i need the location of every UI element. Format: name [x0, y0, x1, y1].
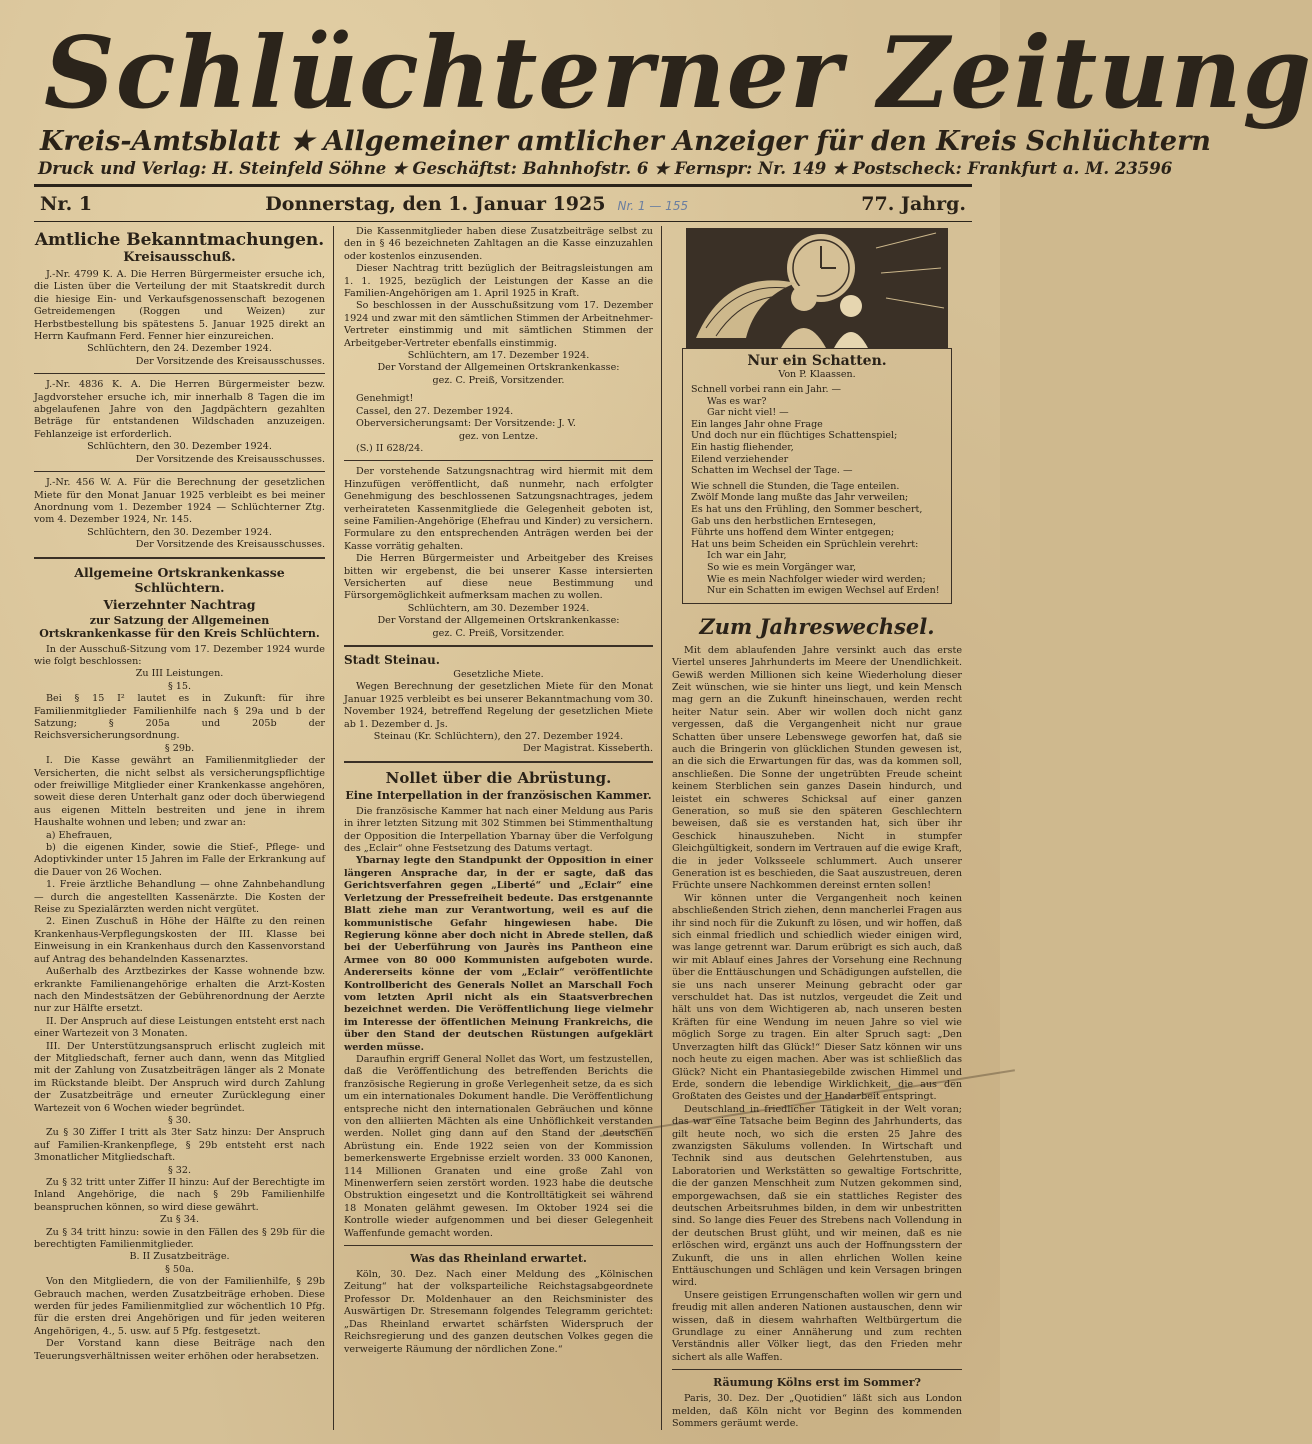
approval-line: (S.) II 628/24. — [356, 442, 424, 454]
poem-title: Nur ein Schatten. — [747, 353, 887, 369]
masthead-title: Schlüchterner Zeitung — [44, 16, 1312, 131]
notice-2: J.-Nr. 4836 K. A. Die Herren Bürgermeister bezw. Jagdvorsteher ersuche ich, mir innerhalb 8 Tagen die im abgelaufenen Jahre von den Jagdpächtern gezahlten Beträge für entstandenen Wildschaden anzuzeigen. Fehlanzeige ist erforderlich. — [34, 379, 325, 440]
notice-3-place: Schlüchtern, den 30. Dezember 1924. — [87, 526, 272, 538]
poem-line: Nur ein Schatten im ewigen Wechsel auf Erden! — [707, 585, 940, 597]
notice-3: J.-Nr. 456 W. A. Für die Berechnung der gesetzlichen Miete für den Monat Januar 1925 verbleibt es bei meiner Anordnung vom 1. Dezember 1924 — Schlüchterner Ztg. vom 4. Dezember 1924, Nr. 145. — [34, 477, 325, 526]
nollet-paragraph: Die französische Kammer hat nach einer Meldung aus Paris in ihrer letzten Sitzung mit 302 Stimmen bei Stimmenthaltung der Opposition die Interpellation Ybarnay über die Verfolgung des „Eclair“ ohne Festsetzung des Datums vertagt. — [344, 805, 653, 855]
steinau-sign: Der Magistrat. Kisseberth. — [522, 743, 653, 755]
signature-line: Der Vorstand der Allgemeinen Ortskrankenkasse: — [377, 615, 620, 627]
poem-line: Gab uns den herbstlichen Erntesegen, — [691, 515, 877, 527]
body-paragraph: Zu § 34 tritt hinzu: sowie in den Fällen des § 29b für die berechtigten Familienmitglieder. — [34, 1226, 325, 1251]
body-paragraph: Zu § 30 Ziffer I tritt als 3ter Satz hinzu: Der Anspruch auf Familien-Krankenpflege, § 29b entsteht erst nach 3monatlicher Mitgliedschaft. — [34, 1127, 325, 1164]
article-title: Zum Jahreswechsel. — [699, 613, 935, 639]
masthead-publisher: Druck und Verlag: H. Steinfeld Söhne ★ Geschäftst: Bahnhofstr. 6 ★ Fernspr: Nr. 149 ★ Postscheck: Frankfurt a. M. 23596 — [38, 159, 1173, 178]
column-2 — [344, 226, 662, 1430]
poem-line: Gar nicht viel! — — [707, 407, 789, 419]
approval-line: Cassel, den 27. Dezember 1924. — [356, 405, 514, 417]
signature-line: Schlüchtern, am 30. Dezember 1924. — [407, 602, 590, 614]
body-paragraph: I. Die Kasse gewährt an Familienmitglieder der Versicherten, die nicht selbst als versicherungspflichtige oder freiwillige Mitglieder einer Krankenkasse angehören, soweit diese deren Unterhalt ganz oder doch überwiegend aus eigenen Mitteln bestreiten und jene in ihrem Haushalte wohnen und leben; und zwar an: — [34, 755, 325, 829]
approval-line: Genehmigt! — [356, 393, 414, 405]
article-paragraph: Unsere geistigen Errungenschaften wollen wir gern und freudig mit allen anderen Nationen austauschen, denn wir wissen, daß in diesem wahrhaften Weltbürgertum die Grundlage zu einer Annäherung und zum rechten Verständnis aller Völker liegt, das den Frieden mehr sichert als alle Waffen. — [672, 1289, 962, 1363]
notice-1-signer: Der Vorsitzende des Kreisausschusses. — [135, 355, 325, 367]
body-paragraph: In der Ausschuß-Sitzung vom 17. Dezember 1924 wurde wie folgt beschlossen: — [34, 643, 325, 667]
nachtrag-subtitle: zur Satzung der Allgemeinen Ortskrankenkasse für den Kreis Schlüchtern. — [39, 613, 320, 640]
steinau-subtitle: Gesetzliche Miete. — [453, 669, 544, 680]
signature-line: gez. C. Preiß, Vorsitzender. — [432, 374, 565, 386]
issue-year: 77. Jahrg. — [861, 193, 966, 215]
body-heading: § 32. — [167, 1164, 192, 1176]
body-paragraph: Zu § 32 tritt unter Ziffer II hinzu: Auf der Berechtigte im Inland Angehörige, die nach § 29b Familienhilfe beanspruchen können, so wird diese gewährt. — [34, 1177, 325, 1213]
poem-line: Ein langes Jahr ohne Frage — [691, 418, 823, 430]
ok-title: Allgemeine Ortskrankenkasse Schlüchtern. — [74, 564, 285, 595]
new-year-illustration — [686, 228, 948, 348]
poem-line: Was es war? — [707, 395, 767, 407]
poem-line: Ein hastig fliehender, — [691, 441, 794, 453]
poem-line: Es hat uns den Frühling, den Sommer beschert, — [691, 503, 923, 515]
signature-line: gez. C. Preiß, Vorsitzender. — [432, 627, 565, 639]
poem-line: Wie es mein Nachfolger wieder wird werden; — [707, 573, 926, 585]
poem-line: Schatten im Wechsel der Tage. — — [691, 465, 853, 477]
body-paragraph: Bei § 15 I² lautet es in Zukunft: für ihre Familienmitglieder Familienhilfe nach § 29a und b der Satzung; § 205a und 205b der Reichsversicherungsordnung. — [34, 693, 325, 742]
column-3 — [672, 226, 962, 1430]
body-paragraph: III. Der Unterstützungsanspruch erlischt zugleich mit der Mitgliedschaft, ferner auch dann, wenn das Mitglied mit der Zahlung von Zusatzbeiträgen länger als 2 Monate im Rückstande bleibt. Der Anspruch wird durch Zahlung der Zusatzbeiträge und erneuter Zurücklegung einer Wartezeit von 6 Wochen wieder begründet. — [34, 1040, 325, 1114]
article-paragraph: Deutschland in friedlicher Tätigkeit in der Welt voran; das war eine Tatsache beim Beginn des Jahrhunderts, das gilt heute noch, wo sich die ersten 25 Jahre des zwanzigsten Säkulums vollenden. In Wirtschaft und Technik sind aus deutschen Gelehrtenstuben, aus Laboratorien und Werkstätten so gewaltige Fortschritte, die der ganzen Menschheit zum Nutzen gekommen sind, emporgewachsen, daß sie ein stattliches Register des deutschen Arbeitsruhmes bilden, in dem wir unbestritten sind. So lange dies Feuer des Strebens nach Vollendung in der deutschen Brust glüht, und wir meinen, daß es nie erlöschen wird, ergänzt uns auch der Hoffnungsstern der Zukunft, die uns in allen ehrlichen Wollen keine Enttäuschungen und Schlägen und kein Versagen bringen wird. — [672, 1103, 962, 1289]
rheinland-title: Was das Rheinland erwartet. — [410, 1252, 587, 1266]
signature-line: Schlüchtern, am 17. Dezember 1924. — [407, 350, 590, 362]
body-heading: Zu III Leistungen. — [135, 668, 224, 680]
poem-line: Wie schnell die Stunden, die Tage enteilen. — [691, 480, 900, 492]
notice-2-place: Schlüchtern, den 30. Dezember 1924. — [87, 441, 272, 453]
steinau-sign: Steinau (Kr. Schlüchtern), den 27. Dezember 1924. — [373, 731, 624, 743]
divider — [34, 373, 325, 374]
divider — [34, 471, 325, 472]
nachtrag-title: Vierzehnter Nachtrag — [103, 596, 256, 612]
body-item: 2. Einen Zuschuß in Höhe der Hälfte zu den reinen Krankenhaus-Verpflegungskosten der III. Klasse bei Einweisung in ein Krankenhaus durch den Kassenvorstand auf Antrag des behandelnden Kassenarztes. — [34, 916, 325, 965]
rheinland-text: Köln, 30. Dez. Nach einer Meldung des „Kölnischen Zeitung“ hat der volksparteiliche Reichstagsabgeordnete Professor Dr. Moldenhauer an den Reichsminister des Auswärtigen Dr. Stresemann folgendes Telegramm gerichtet: „Das Rheinland erwartet schärfsten Widerspruch der Reichsregierung und des ganzen deutschen Volkes gegen die verweigerte Räumung der nördlichen Zone.“ — [344, 1269, 653, 1355]
columns — [34, 226, 972, 1430]
handwritten-note: Nr. 1 — 155 — [617, 199, 689, 213]
koeln-title: Räumung Kölns erst im Sommer? — [713, 1376, 921, 1390]
body-paragraph: II. Der Anspruch auf diese Leistungen entsteht erst nach einer Wartezeit von 3 Monaten. — [34, 1015, 325, 1040]
body-heading: Zu § 34. — [160, 1214, 199, 1226]
body-paragraph: Außerhalb des Arztbezirkes der Kasse wohnende bzw. erkrankte Familienangehörige erhalten die Arzt-Kosten nach den Mindestsätzen der Gebührenordnung der Aerzte nur zur Hälfte ersetzt. — [34, 966, 325, 1015]
steinau-title: Stadt Steinau. — [344, 653, 440, 667]
divider — [344, 761, 653, 763]
koeln-text: Paris, 30. Dez. Der „Quotidien“ läßt sich aus London melden, daß Köln nicht vor Beginn des kommenden Sommers geräumt werde. — [672, 1393, 962, 1430]
paragraph: Der vorstehende Satzungsnachtrag wird hiermit mit dem Hinzufügen veröffentlicht, daß nunmehr, nach erfolgter Genehmigung des beschlossenen Satzungsnachtrages, jedem verheirateten Kassenmitgliede die Gelegenheit geboten ist, seine Familien-Angehörige (Ehefrau und Kinder) zu versichern. Formulare zu den entsprechenden Anträgen werden bei der Kasse vorrätig gehalten. — [344, 466, 653, 552]
paragraph: Die Herren Bürgermeister und Arbeitgeber des Kreises bitten wir ergebenst, die bei unserer Kasse intersierten Versicherten auf diese neue Bestimmung und Fürsorgemöglichkeit aufmerksam machen zu wollen. — [344, 553, 653, 602]
body-item: 1. Freie ärztliche Behandlung — ohne Zahnbehandlung — durch die angestellten Kassenärzte. Die Kosten der Reise zu Spezialärzten werden nicht vergütet. — [34, 879, 325, 916]
body-paragraph: Von den Mitgliedern, die von der Familienhilfe, § 29b Gebrauch machen, werden Zusatzbeiträge erhoben. Diese werden für jedes Familienmitglied zur wöchentlich 10 Pfg. für die ersten drei Angehörigen und für jeden weiteren Angehörigen, 4., 5. usw. auf 5 Pfg. festgesetzt. — [34, 1276, 325, 1337]
poem-author: Von P. Klaassen. — [778, 369, 856, 380]
divider — [34, 557, 325, 559]
masthead-subtitle: Kreis-Amtsblatt ★ Allgemeiner amtlicher Anzeiger für den Kreis Schlüchtern — [40, 126, 1211, 157]
paragraph: So beschlossen in der Ausschußsitzung vom 17. Dezember 1924 und zwar mit den sämtlichen Stimmen der Arbeitnehmer-Vertreter einstimmig und mit sämtlichen Stimmen der Arbeitgeber-Vertreter ebenfalls einstimmig. — [344, 300, 653, 349]
poem-line: So wie es mein Vorgänger war, — [707, 561, 857, 573]
nollet-paragraph: Daraufhin ergriff General Nollet das Wort, um festzustellen, daß die Veröffentlichung des betreffenden Berichts die französische Regierung in große Verlegenheit setze, da es sich um ein internationales Dokument handle. Die Veröffentlichung entspreche nicht den internationalen Gebräuchen und könne von den alliierten Mächten als eine Unhöflichkeit verstanden werden. Nollet ging dann auf den Stand der deutschen Abrüstung ein. Ende 1922 seien von der Kommission bemerkenswerte Ergebnisse erzielt worden. 33 000 Kanonen, 114 Millionen Granaten und eine große Zahl von Minenwerfern seien zerstört worden. 1923 habe die deutsche Obstruktion eingesetzt und die Kontrolltätigkeit sei während 18 Monaten gelähmt gewesen. Im Oktober 1924 sei die Kontrolle wieder aufgenommen und bei dieser Gelegenheit Waffenfunde gemacht worden. — [344, 1053, 653, 1239]
poem-box — [682, 348, 952, 604]
issue-number: Nr. 1 — [40, 193, 93, 215]
nollet-title: Nollet über die Abrüstung. — [385, 768, 612, 787]
body-item: b) die eigenen Kinder, sowie die Stief-, Pflege- und Adoptivkinder unter 15 Jahren im Falle der Erkrankung auf die Dauer von 26 Wochen. — [34, 842, 325, 878]
nollet-subtitle: Eine Interpellation in der französischen Kammer. — [345, 788, 652, 802]
steinau-text: Wegen Berechnung der gesetzlichen Miete für den Monat Januar 1925 verbleibt es bei unserer Bekanntmachung vom 30. November 1924, betreffend Regelung der gesetzlichen Miete ab 1. Dezember d. Js. — [344, 681, 653, 730]
section-subtitle: Kreisausschuß. — [123, 250, 236, 265]
notice-3-signer: Der Vorsitzende des Kreisausschusses. — [135, 539, 325, 551]
body-heading: § 29b. — [164, 742, 195, 754]
divider — [344, 460, 653, 461]
divider — [672, 1369, 962, 1370]
nollet-paragraph: Ybarnay legte den Standpunkt der Opposition in einer längeren Ansprache dar, in der er sagte, daß das Gerichtsverfahren gegen „Liberté“ und „Eclair“ eine Verletzung der Pressefreiheit bedeute. Das erstgenannte Blatt ziehe man zur Verantwortung, weil es auf die kommunistische Gefahr hingewiesen habe. Die Regierung könne aber doch nicht in Abrede stellen, daß bei der Ueberführung von Jaurès ins Pantheon eine Armee von 80 000 Kommunisten aufgeboten wurde. Andererseits könne der vom „Eclair“ veröffentlichte Kontrollbericht des Generals Nollet an Marschall Foch vom letzten April nicht als ein Staatsverbrechen bezeichnet werden. Die Veröffentlichung liege vielmehr im Interesse der öffentlichen Meinung Frankreichs, die über den Stand der deutschen Rüstungen aufgeklärt werden müsse. — [344, 855, 653, 1053]
approval-line: gez. von Lentze. — [458, 430, 539, 442]
poem-line: Schnell vorbei rann ein Jahr. — — [691, 384, 842, 395]
paragraph: Dieser Nachtrag tritt bezüglich der Beitragsleistungen am 1. 1. 1925, bezüglich der Leistungen der Kasse an die Familien-Angehörigen am 1. April 1925 in Kraft. — [344, 263, 653, 300]
body-item: a) Ehefrauen, — [46, 829, 113, 841]
poem-line: Zwölf Monde lang mußte das Jahr verweilen; — [691, 492, 909, 504]
poem-line: Führte uns hoffend dem Winter entgegen; — [691, 527, 895, 539]
body-heading: B. II Zusatzbeiträge. — [129, 1251, 230, 1263]
article-paragraph: Mit dem ablaufenden Jahre versinkt auch das erste Viertel unseres Jahrhunderts im Meere der Unendlichkeit. Gewiß werden Millionen sich keine Wiederholung dieser Zeit wünschen, wie sie hinter uns liegt, und kein Mensch mag gern an die Zukunft hineinschauen, werden recht heiter Natur sein. Aber wir wollen doch nicht ganz vergessen, daß die Vergangenheit nicht nur graue Schatten über unsere Lebenswege geworfen hat, daß sie auch die Bringerin von glücklichen Stunden gewesen ist, an die sich die Erwartungen für das, was da kommen soll, anschließen. Die Sonne der ungetrübten Freude scheint keinem Sterblichen sein ganzes Dasein hindurch, und leistet ein schweres Schicksal auf einer ganzen Generation, so muß sie den späteren Geschlechtern beweisen, daß sie es verstanden hat, sich über ihr Geschick hinauszuheben. Nicht in stumpfer Gleichgültigkeit, sondern im Vertrauen auf die ewige Kraft, die in jeder Volksseele schlummert. Auch unserer Generation ist es beschieden, die Saat auszustreuen, deren Früchte unsere Nachkommen dereinst ernten sollen! — [672, 644, 962, 892]
signature-line: Der Vorstand der Allgemeinen Ortskrankenkasse: — [377, 362, 620, 374]
notice-2-signer: Der Vorsitzende des Kreisausschusses. — [135, 453, 325, 465]
notice-1: J.-Nr. 4799 K. A. Die Herren Bürgermeister ersuche ich, die Listen über die Verteilung der mit Staatskredit durch die hiesige Ein- und Verkaufsgenossenschaft bezogenen Getreidemengen (Roggen und Weizen) zur Herbstbestellung bis spätestens 5. Januar 1925 direkt an Herrn Kaufmann Ferd. Fenner hier einzureichen. — [34, 269, 325, 343]
issue-date: Donnerstag, den 1. Januar 1925 Nr. 1 — 155 — [265, 193, 689, 215]
poem-line: Ich war ein Jahr, — [707, 550, 787, 562]
body-paragraph: Der Vorstand kann diese Beiträge nach den Teuerungsverhältnissen weiter erhöhen oder herabsetzen. — [34, 1338, 325, 1362]
dateline-rule — [34, 221, 972, 222]
body-heading: § 30. — [167, 1114, 192, 1126]
section-title: Amtliche Bekanntmachungen. — [34, 230, 325, 250]
notice-1-place: Schlüchtern, den 24. Dezember 1924. — [87, 343, 272, 355]
divider — [344, 1245, 653, 1246]
approval-line: Oberversicherungsamt: Der Vorsitzende: J. V. — [356, 418, 576, 430]
poem-line: Hat uns beim Scheiden ein Sprüchlein verehrt: — [691, 538, 919, 550]
paragraph: Die Kassenmitglieder haben diese Zusatzbeiträge selbst zu den in § 46 bezeichneten Zahltagen an die Kasse einzuzahlen oder kostenlos einzusenden. — [344, 226, 653, 262]
body-heading: § 50a. — [165, 1263, 194, 1275]
body-heading: § 15. — [167, 680, 192, 692]
column-1 — [34, 226, 334, 1430]
divider — [344, 645, 653, 647]
poem-line: Eilend verziehender — [691, 453, 789, 465]
dateline — [34, 187, 972, 219]
poem-line: Und doch nur ein flüchtiges Schattenspiel; — [691, 430, 898, 442]
article-paragraph: Wir können unter die Vergangenheit noch keinen abschließenden Strich ziehen, denn mancherlei Fragen aus ihr sind noch für die Zukunft zu lösen, und wir hoffen, daß sich einmal friedlich und schiedlich wieder einigen wird, was lange getrennt war. Darum erübrigt es sich auch, daß wir mit Ablauf eines Jahres der Vorsehung eine Rechnung über die Enttäuschungen und Schädigungen aufstellen, die sie uns nach unserer Meinung gebracht oder gar verschuldet hat. Das ist nutzlos, vergeudet die Zeit und hält uns von dem Wichtigeren ab, nach unseren besten Kräften für eine Wendung im neuen Jahre so viel wie möglich Sorge zu tragen. Ein alter Spruch sagt: „Den Unverzagten hilft das Glück!“ Dieser Satz können wir uns noch heute zu eigen machen. Aber was ist schließlich das Glück? Nicht ein Phantasiegebilde zwischen Himmel und Erde, sondern die lebendige Wirklichkeit, die aus den Großtaten des Geistes und der Handarbeit entspringt. — [672, 892, 962, 1103]
